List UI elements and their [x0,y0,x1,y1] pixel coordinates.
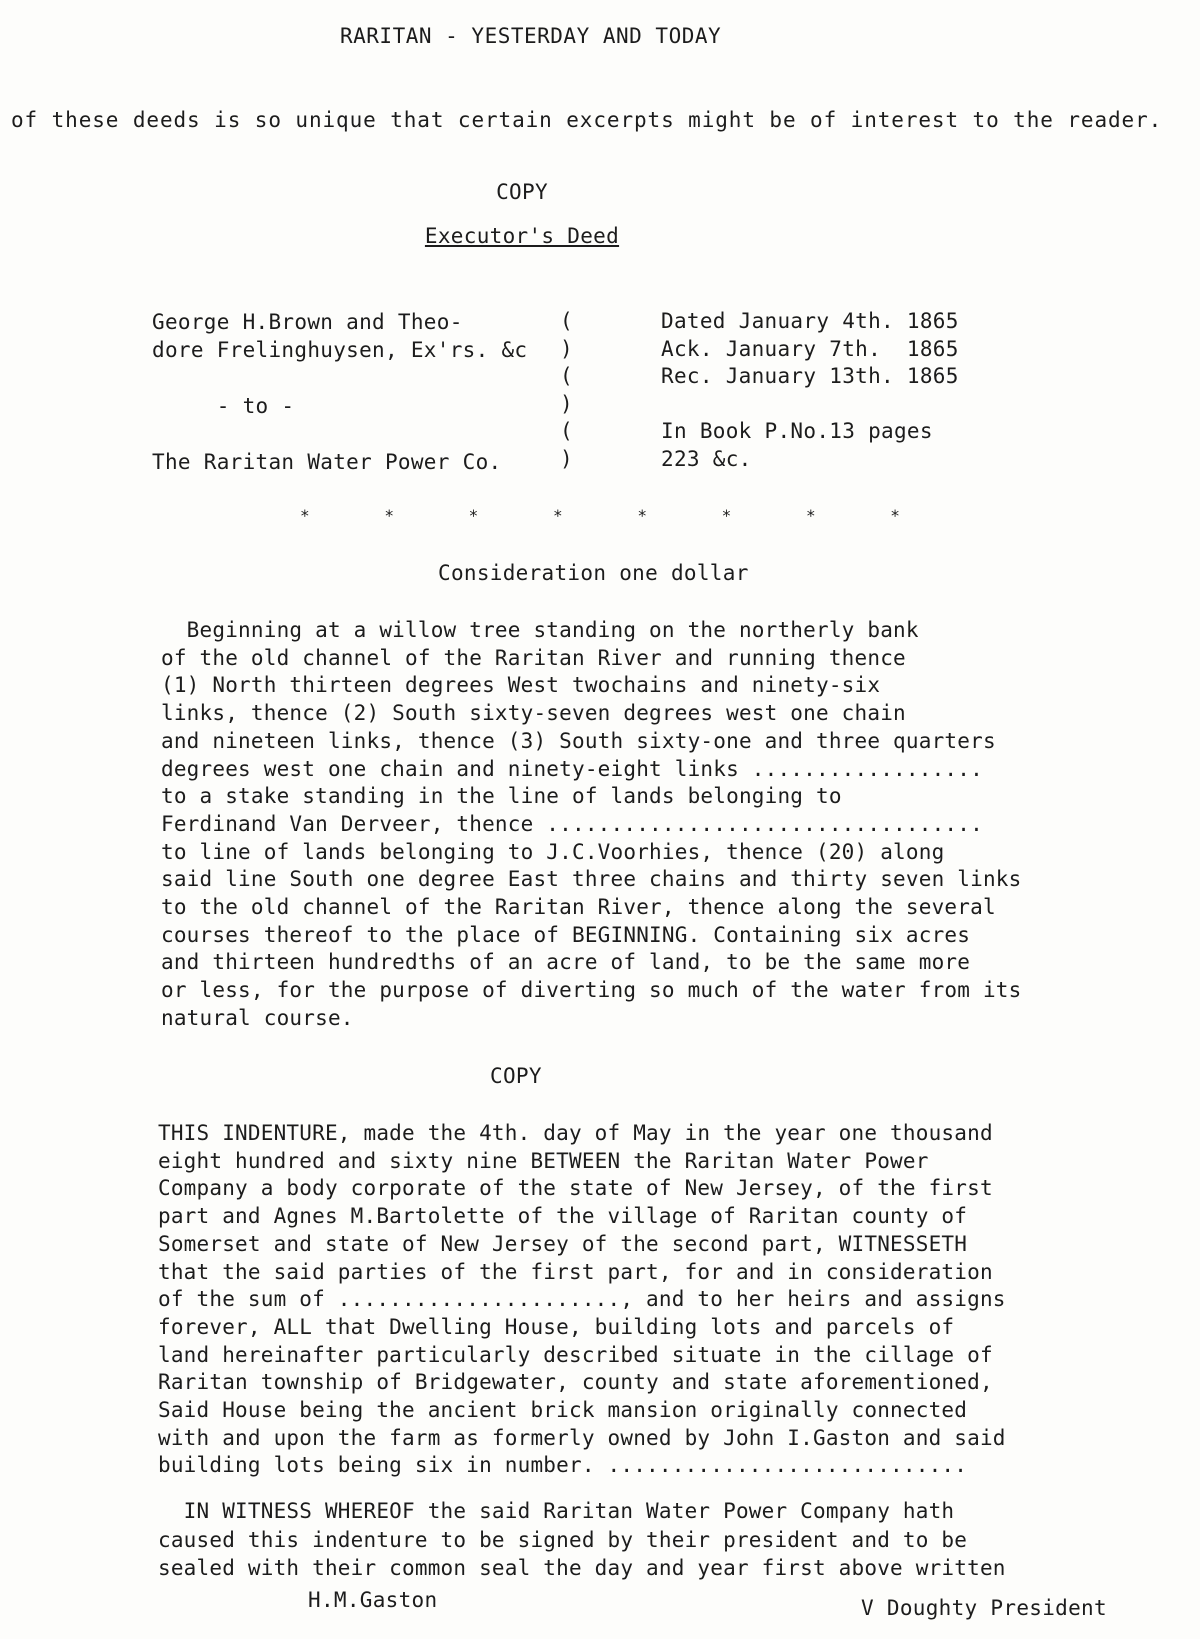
asterisk: * [300,506,310,525]
asterisk: * [384,506,394,525]
signature-witness: H.M.Gaston [308,1588,438,1612]
indenture-body: THIS INDENTURE, made the 4th. day of May in the year one thousand eight hundred and sixty nine BETWEEN the Raritan Water Power Company a body corporate of the state of New Jersey, of the first part and Agnes M.Bartolette of the village of Raritan county of Somerset and state of New Jersey of the second part, WITNESSETH that the said parties of the first part, for and in consideration of the sum of ......................, and to her heirs and assigns forever, ALL that Dwelling House, building lots and parcels of land hereinafter particularly described situate in the cillage of Raritan township of Bridgewater, county and state aforementioned, Said House being the ancient brick mansion originally connected with and upon the farm as formerly owned by John I.Gaston and said building lots being six in number. ............................ [158,1121,1006,1478]
consideration-line: Consideration one dollar [438,561,749,585]
parentheses-column: ( ) ( ) ( ) [560,309,573,471]
asterisk-separator [300,506,900,525]
deed1-body: Beginning at a willow tree standing on the northerly bank of the old channel of the Raritan River and running thence (1) North thirteen degrees West twochains and ninety-six links, thence (2) South sixty-seven degrees west one chain and nineteen links, thence (3) South sixty-one and three quarters degrees west one chain and ninety-eight links .................. to a stake standing in the line of lands belonging to Ferdinand Van Derveer, thence .................................. to line of lands belonging to J.C.Voorhies, thence (20) along said line South one degree East three chains and thirty seven links to the old channel of the Raritan River, thence along the several courses thereof to the place of BEGINNING. Containing six acres and thirteen hundredths of an acre of land, to be the same more or less, for the purpose of diverting so much of the water from its natural course. [161,618,1022,1030]
page-header: RARITAN - YESTERDAY AND TODAY [340,24,722,48]
copy-label-1: COPY [496,180,548,204]
deed-title: Executor's Deed [424,224,620,248]
asterisk: * [805,506,816,525]
intro-line: of these deeds is so unique that certain excerpts might be of interest to the reader. [11,108,1163,132]
deed-record-info: Dated January 4th. 1865 Ack. January 7th. 1865 Rec. January 13th. 1865 In Book P.No.13 pages 223 &c. [661,309,959,471]
asterisk: * [890,506,900,525]
asterisk: * [637,506,647,525]
asterisk: * [721,506,732,525]
asterisk: * [552,506,563,525]
witness-clause: IN WITNESS WHEREOF the said Raritan Water Power Company hath caused this indenture to be signed by their president and to be sealed with their common seal the day and year first above written [158,1499,1006,1580]
asterisk: * [468,506,479,525]
deed-parties: George H.Brown and Theo- dore Frelinghuysen, Ex'rs. &c - to - The Raritan Water Power Co. [152,310,528,474]
copy-label-2: COPY [490,1064,542,1088]
signature-president: V Doughty President [861,1596,1107,1620]
